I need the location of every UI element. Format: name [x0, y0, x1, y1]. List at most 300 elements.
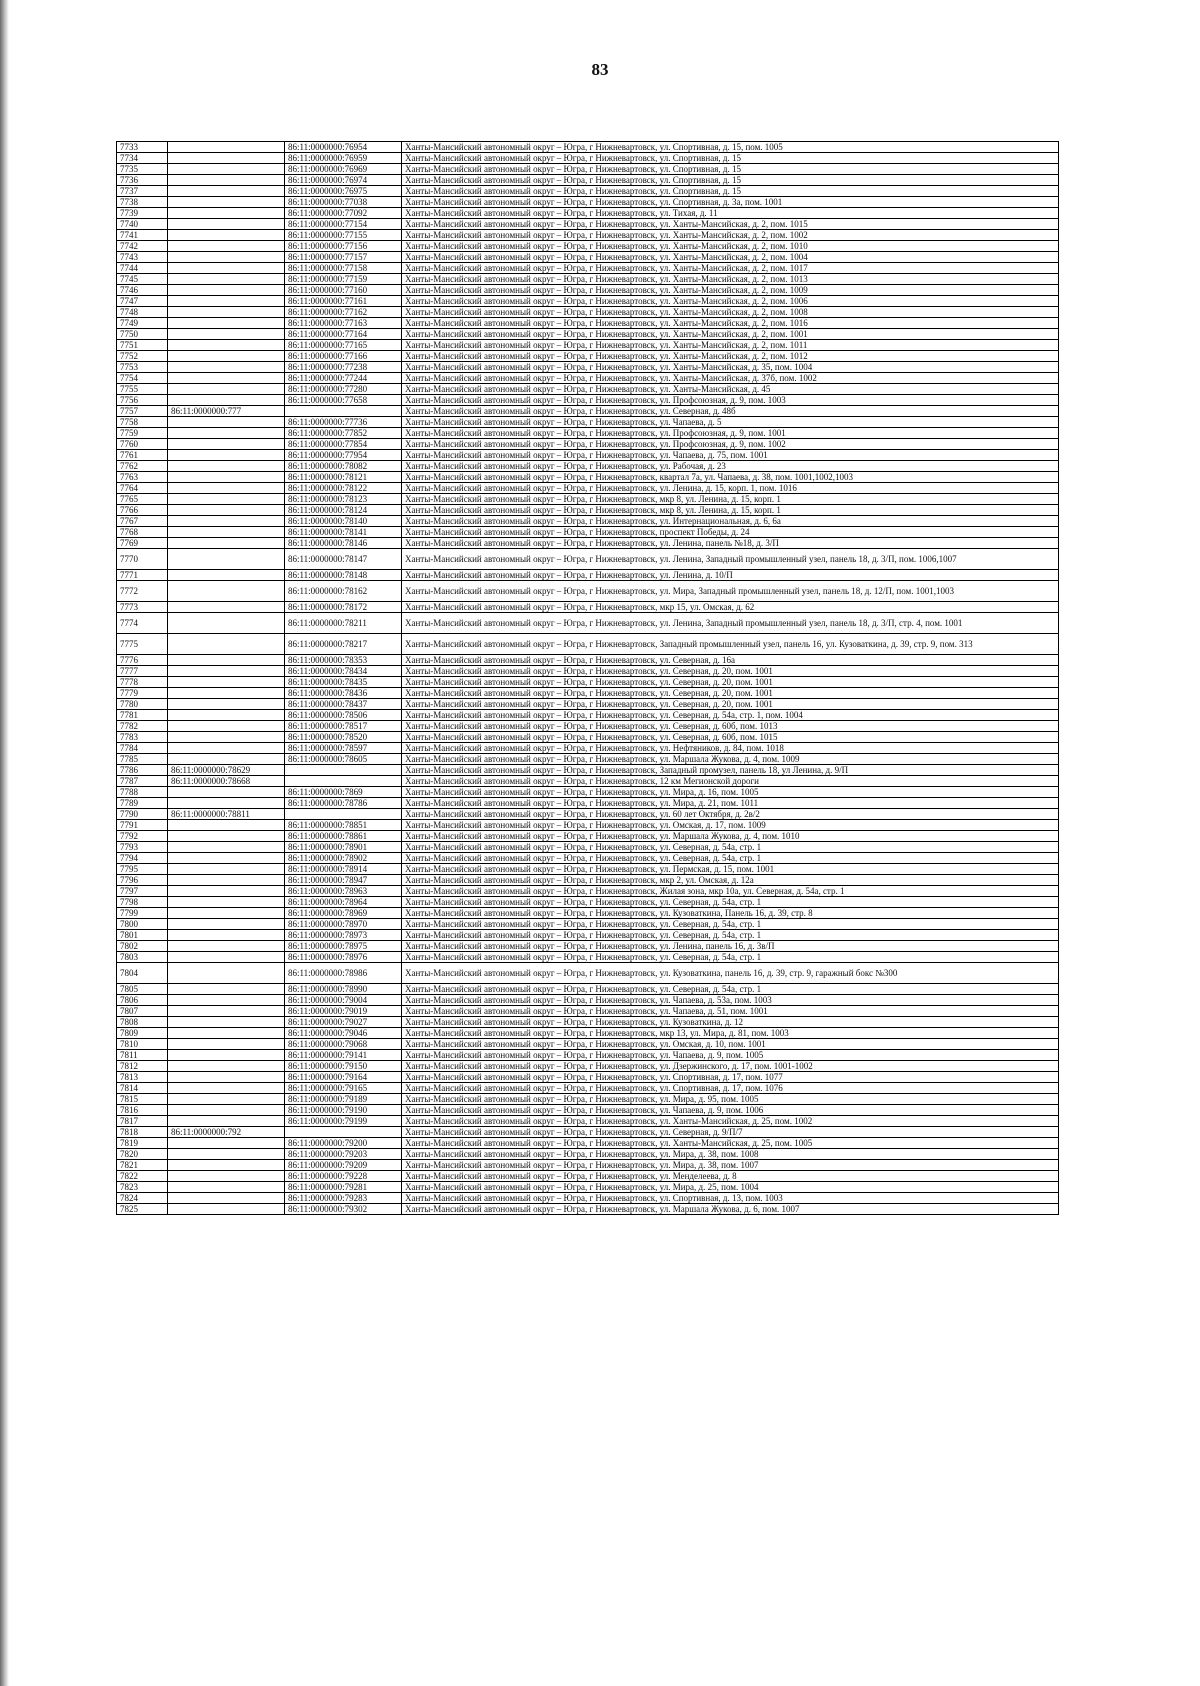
cadastral-premise-cell: 86:11:0000000:76969: [285, 164, 402, 175]
cadastral-building-cell: [168, 853, 285, 864]
table-row: [117, 1116, 1059, 1127]
table-row: [117, 186, 1059, 197]
cadastral-premise-cell: 86:11:0000000:79165: [285, 1083, 402, 1094]
cadastral-premise-cell: 86:11:0000000:78786: [285, 798, 402, 809]
row-number-cell: 7734: [117, 153, 168, 164]
cadastral-building-cell: [168, 952, 285, 963]
cadastral-premise-cell: 86:11:0000000:79027: [285, 1017, 402, 1028]
table-row: [117, 164, 1059, 175]
table-row: [117, 1039, 1059, 1050]
row-number-cell: 7816: [117, 1105, 168, 1116]
address-cell: Ханты-Мансийский автономный округ – Югра, г Нижневартовск, ул. Спортивная, д. 17, пом. 1077: [402, 1072, 1059, 1083]
address-cell: Ханты-Мансийский автономный округ – Югра, г Нижневартовск, ул. Чапаева, д. 51, пом. 1001: [402, 1006, 1059, 1017]
address-cell: Ханты-Мансийский автономный округ – Югра, г Нижневартовск, ул. Ханты-Мансийская, д. 37б, пом. 1002: [402, 373, 1059, 384]
cadastral-premise-cell: 86:11:0000000:79199: [285, 1116, 402, 1127]
table-row: [117, 219, 1059, 230]
table-row: [117, 483, 1059, 494]
table-row: [117, 984, 1059, 995]
cadastral-building-cell: [168, 373, 285, 384]
table-row: [117, 613, 1059, 634]
cadastral-building-cell: [168, 494, 285, 505]
address-cell: Ханты-Мансийский автономный округ – Югра, г Нижневартовск, ул. Ленина, панель 16, д. 3в/П: [402, 941, 1059, 952]
table-row: [117, 1127, 1059, 1138]
cadastral-building-cell: [168, 461, 285, 472]
row-number-cell: 7801: [117, 930, 168, 941]
cadastral-premise-cell: 86:11:0000000:79004: [285, 995, 402, 1006]
table-row: [117, 1050, 1059, 1061]
cadastral-premise-cell: 86:11:0000000:79164: [285, 1072, 402, 1083]
cadastral-premise-cell: 86:11:0000000:77165: [285, 340, 402, 351]
cadastral-building-cell: [168, 318, 285, 329]
table-row: [117, 930, 1059, 941]
row-number-cell: 7795: [117, 864, 168, 875]
cadastral-building-cell: [168, 549, 285, 570]
address-cell: Ханты-Мансийский автономный округ – Югра, г Нижневартовск, ул. Рабочая, д. 23: [402, 461, 1059, 472]
table-row: [117, 241, 1059, 252]
row-number-cell: 7810: [117, 1039, 168, 1050]
address-cell: Ханты-Мансийский автономный округ – Югра, г Нижневартовск, ул. Тихая, д. 11: [402, 208, 1059, 219]
address-cell: Ханты-Мансийский автономный округ – Югра, г Нижневартовск, Западный промузел, панель 18, ул Ленина, д. 9/П: [402, 765, 1059, 776]
cadastral-premise-cell: 86:11:0000000:78973: [285, 930, 402, 941]
address-cell: Ханты-Мансийский автономный округ – Югра, г Нижневартовск, мкр 8, ул. Ленина, д. 15, корп. 1: [402, 505, 1059, 516]
table-row: [117, 263, 1059, 274]
cadastral-building-cell: [168, 710, 285, 721]
table-row: [117, 886, 1059, 897]
address-cell: Ханты-Мансийский автономный округ – Югра, г Нижневартовск, ул. Мира, д. 25, пом. 1004: [402, 1182, 1059, 1193]
cadastral-premise-cell: 86:11:0000000:78434: [285, 666, 402, 677]
table-row: [117, 406, 1059, 417]
row-number-cell: 7758: [117, 417, 168, 428]
cadastral-premise-cell: 86:11:0000000:79203: [285, 1149, 402, 1160]
cadastral-building-cell: [168, 252, 285, 263]
address-cell: Ханты-Мансийский автономный округ – Югра, г Нижневартовск, квартал 7а, ул. Чапаева, д. 38, пом. 1001,1002,1003: [402, 472, 1059, 483]
row-number-cell: 7805: [117, 984, 168, 995]
table-row: [117, 1105, 1059, 1116]
cadastral-building-cell: [168, 666, 285, 677]
table-row: [117, 570, 1059, 581]
address-cell: Ханты-Мансийский автономный округ – Югра, г Нижневартовск, ул. Ханты-Мансийская, д. 2, пом. 1002: [402, 230, 1059, 241]
cadastral-premise-cell: [285, 809, 402, 820]
cadastral-premise-cell: 86:11:0000000:78902: [285, 853, 402, 864]
address-cell: Ханты-Мансийский автономный округ – Югра, г Нижневартовск, ул. Ханты-Мансийская, д. 2, пом. 1016: [402, 318, 1059, 329]
cadastral-premise-cell: 86:11:0000000:78217: [285, 634, 402, 655]
address-cell: Ханты-Мансийский автономный округ – Югра, г Нижневартовск, ул. Ханты-Мансийская, д. 2, пом. 1008: [402, 307, 1059, 318]
address-cell: Ханты-Мансийский автономный округ – Югра, г Нижневартовск, ул. Северная, д. 20, пом. 1001: [402, 699, 1059, 710]
cadastral-premise-cell: 86:11:0000000:77852: [285, 428, 402, 439]
row-number-cell: 7798: [117, 897, 168, 908]
cadastral-premise-cell: 86:11:0000000:77163: [285, 318, 402, 329]
cadastral-building-cell: [168, 1006, 285, 1017]
row-number-cell: 7791: [117, 820, 168, 831]
address-cell: Ханты-Мансийский автономный округ – Югра, г Нижневартовск, мкр 2, ул. Омская, д. 12а: [402, 875, 1059, 886]
cadastral-building-cell: [168, 1039, 285, 1050]
address-cell: Ханты-Мансийский автономный округ – Югра, г Нижневартовск, ул. Ленина, д. 15, корп. 1, пом. 1016: [402, 483, 1059, 494]
cadastral-premise-cell: 86:11:0000000:78970: [285, 919, 402, 930]
address-cell: Ханты-Мансийский автономный округ – Югра, г Нижневартовск, ул. Ханты-Мансийская, д. 2, пом. 1004: [402, 252, 1059, 263]
table-row: [117, 995, 1059, 1006]
cadastral-building-cell: [168, 688, 285, 699]
table-row: [117, 721, 1059, 732]
address-cell: Ханты-Мансийский автономный округ – Югра, г Нижневартовск, ул. Северная, д. 9/П/7: [402, 1127, 1059, 1138]
table-row: [117, 1182, 1059, 1193]
row-number-cell: 7772: [117, 581, 168, 602]
table-row: [117, 472, 1059, 483]
cadastral-building-cell: [168, 483, 285, 494]
cadastral-premise-cell: 86:11:0000000:77155: [285, 230, 402, 241]
cadastral-building-cell: [168, 581, 285, 602]
registry-body: [117, 142, 1059, 1215]
row-number-cell: 7774: [117, 613, 168, 634]
table-row: [117, 809, 1059, 820]
table-row: [117, 1061, 1059, 1072]
cadastral-premise-cell: 86:11:0000000:76954: [285, 142, 402, 153]
cadastral-premise-cell: [285, 406, 402, 417]
address-cell: Ханты-Мансийский автономный округ – Югра, г Нижневартовск, мкр 13, ул. Мира, д. 81, пом. 1003: [402, 1028, 1059, 1039]
row-number-cell: 7770: [117, 549, 168, 570]
cadastral-building-cell: [168, 613, 285, 634]
address-cell: Ханты-Мансийский автономный округ – Югра, г Нижневартовск, ул. Кузоваткина, Панель 16, д. 39, стр. 8: [402, 908, 1059, 919]
address-cell: Ханты-Мансийский автономный округ – Югра, г Нижневартовск, ул. Чапаева, д. 9, пом. 1006: [402, 1105, 1059, 1116]
cadastral-premise-cell: 86:11:0000000:77854: [285, 439, 402, 450]
table-row: [117, 602, 1059, 613]
address-cell: Ханты-Мансийский автономный округ – Югра, г Нижневартовск, ул. Ханты-Мансийская, д. 2, пом. 1015: [402, 219, 1059, 230]
cadastral-premise-cell: 86:11:0000000:77164: [285, 329, 402, 340]
cadastral-premise-cell: 86:11:0000000:78990: [285, 984, 402, 995]
cadastral-building-cell: [168, 1105, 285, 1116]
table-row: [117, 743, 1059, 754]
cadastral-premise-cell: 86:11:0000000:78969: [285, 908, 402, 919]
address-cell: Ханты-Мансийский автономный округ – Югра, г Нижневартовск, Западный промышленный узел, панель 16, ул. Кузоваткина, д. 39, стр. 9, пом. 313: [402, 634, 1059, 655]
cadastral-building-cell: [168, 798, 285, 809]
row-number-cell: 7822: [117, 1171, 168, 1182]
row-number-cell: 7787: [117, 776, 168, 787]
cadastral-premise-cell: 86:11:0000000:78146: [285, 538, 402, 549]
cadastral-building-cell: [168, 1028, 285, 1039]
table-row: [117, 439, 1059, 450]
row-number-cell: 7775: [117, 634, 168, 655]
cadastral-building-cell: [168, 930, 285, 941]
cadastral-premise-cell: 86:11:0000000:78976: [285, 952, 402, 963]
table-row: [117, 699, 1059, 710]
address-cell: Ханты-Мансийский автономный округ – Югра, г Нижневартовск, ул. Ханты-Мансийская, д. 35, пом. 1004: [402, 362, 1059, 373]
cadastral-premise-cell: 86:11:0000000:78172: [285, 602, 402, 613]
row-number-cell: 7821: [117, 1160, 168, 1171]
address-cell: Ханты-Мансийский автономный округ – Югра, г Нижневартовск, мкр 8, ул. Ленина, д. 15, корп. 1: [402, 494, 1059, 505]
cadastral-premise-cell: 86:11:0000000:78436: [285, 688, 402, 699]
cadastral-premise-cell: 86:11:0000000:79302: [285, 1204, 402, 1215]
address-cell: Ханты-Мансийский автономный округ – Югра, г Нижневартовск, ул. Ленина, панель №18, д. 3/П: [402, 538, 1059, 549]
address-cell: Ханты-Мансийский автономный округ – Югра, г Нижневартовск, ул. Профсоюзная, д. 9, пом. 1001: [402, 428, 1059, 439]
cadastral-building-cell: [168, 655, 285, 666]
address-cell: Ханты-Мансийский автономный округ – Югра, г Нижневартовск, ул. Северная, д. 54а, стр. 1: [402, 952, 1059, 963]
table-row: [117, 908, 1059, 919]
cadastral-premise-cell: 86:11:0000000:77160: [285, 285, 402, 296]
address-cell: Ханты-Мансийский автономный округ – Югра, г Нижневартовск, ул. Пермская, д. 15, пом. 1001: [402, 864, 1059, 875]
row-number-cell: 7789: [117, 798, 168, 809]
row-number-cell: 7748: [117, 307, 168, 318]
cadastral-building-cell: [168, 875, 285, 886]
table-row: [117, 417, 1059, 428]
cadastral-premise-cell: [285, 776, 402, 787]
cadastral-premise-cell: 86:11:0000000:78141: [285, 527, 402, 538]
cadastral-building-cell: [168, 1061, 285, 1072]
row-number-cell: 7793: [117, 842, 168, 853]
table-row: [117, 666, 1059, 677]
cadastral-premise-cell: 86:11:0000000:76974: [285, 175, 402, 186]
cadastral-building-cell: [168, 538, 285, 549]
cadastral-building-cell: [168, 864, 285, 875]
cadastral-building-cell: [168, 721, 285, 732]
table-row: [117, 1193, 1059, 1204]
address-cell: Ханты-Мансийский автономный округ – Югра, г Нижневартовск, ул. Чапаева, д. 53а, пом. 1003: [402, 995, 1059, 1006]
table-row: [117, 765, 1059, 776]
row-number-cell: 7783: [117, 732, 168, 743]
address-cell: Ханты-Мансийский автономный округ – Югра, г Нижневартовск, ул. Омская, д. 10, пом. 1001: [402, 1039, 1059, 1050]
address-cell: Ханты-Мансийский автономный округ – Югра, г Нижневартовск, ул. Ханты-Мансийская, д. 25, пом. 1005: [402, 1138, 1059, 1149]
address-cell: Ханты-Мансийский автономный округ – Югра, г Нижневартовск, ул. Ханты-Мансийская, д. 2, пом. 1001: [402, 329, 1059, 340]
table-row: [117, 351, 1059, 362]
row-number-cell: 7761: [117, 450, 168, 461]
cadastral-building-cell: [168, 1160, 285, 1171]
cadastral-premise-cell: 86:11:0000000:78148: [285, 570, 402, 581]
address-cell: Ханты-Мансийский автономный округ – Югра, г Нижневартовск, ул. Северная, д. 54а, стр. 1: [402, 897, 1059, 908]
cadastral-building-cell: [168, 230, 285, 241]
row-number-cell: 7773: [117, 602, 168, 613]
row-number-cell: 7739: [117, 208, 168, 219]
address-cell: Ханты-Мансийский автономный округ – Югра, г Нижневартовск, ул. Северная, д. 20, пом. 1001: [402, 677, 1059, 688]
row-number-cell: 7786: [117, 765, 168, 776]
cadastral-premise-cell: 86:11:0000000:79141: [285, 1050, 402, 1061]
cadastral-premise-cell: 86:11:0000000:79046: [285, 1028, 402, 1039]
cadastral-premise-cell: 86:11:0000000:77658: [285, 395, 402, 406]
table-row: [117, 831, 1059, 842]
cadastral-premise-cell: 86:11:0000000:78605: [285, 754, 402, 765]
cadastral-building-cell: [168, 699, 285, 710]
address-cell: Ханты-Мансийский автономный округ – Югра, г Нижневартовск, ул. Ханты-Мансийская, д. 2, пом. 1009: [402, 285, 1059, 296]
table-row: [117, 655, 1059, 666]
cadastral-premise-cell: 86:11:0000000:79281: [285, 1182, 402, 1193]
address-cell: Ханты-Мансийский автономный округ – Югра, г Нижневартовск, ул. Мира, д. 95, пом. 1005: [402, 1094, 1059, 1105]
table-row: [117, 688, 1059, 699]
table-row: [117, 230, 1059, 241]
cadastral-premise-cell: 86:11:0000000:78211: [285, 613, 402, 634]
table-row: [117, 776, 1059, 787]
cadastral-building-cell: [168, 340, 285, 351]
table-row: [117, 798, 1059, 809]
table-row: [117, 373, 1059, 384]
table-row: [117, 285, 1059, 296]
cadastral-building-cell: [168, 208, 285, 219]
cadastral-premise-cell: 86:11:0000000:76975: [285, 186, 402, 197]
address-cell: Ханты-Мансийский автономный округ – Югра, г Нижневартовск, ул. 60 лет Октября, д. 2в/2: [402, 809, 1059, 820]
address-cell: Ханты-Мансийский автономный округ – Югра, г Нижневартовск, ул. Интернациональная, д. 6, 6а: [402, 516, 1059, 527]
table-row: [117, 1083, 1059, 1094]
table-row: [117, 787, 1059, 798]
row-number-cell: 7747: [117, 296, 168, 307]
row-number-cell: 7823: [117, 1182, 168, 1193]
row-number-cell: 7745: [117, 274, 168, 285]
address-cell: Ханты-Мансийский автономный округ – Югра, г Нижневартовск, ул. Ханты-Мансийская, д. 2, пом. 1013: [402, 274, 1059, 285]
address-cell: Ханты-Мансийский автономный округ – Югра, г Нижневартовск, ул. Нефтяников, д. 84, пом. 1018: [402, 743, 1059, 754]
table-row: [117, 307, 1059, 318]
table-row: [117, 197, 1059, 208]
cadastral-building-cell: [168, 505, 285, 516]
row-number-cell: 7750: [117, 329, 168, 340]
cadastral-building-cell: [168, 743, 285, 754]
row-number-cell: 7751: [117, 340, 168, 351]
cadastral-premise-cell: 86:11:0000000:78121: [285, 472, 402, 483]
table-row: [117, 494, 1059, 505]
address-cell: Ханты-Мансийский автономный округ – Югра, г Нижневартовск, ул. Спортивная, д. 15, пом. 1005: [402, 142, 1059, 153]
row-number-cell: 7811: [117, 1050, 168, 1061]
cadastral-premise-cell: 86:11:0000000:78986: [285, 963, 402, 984]
row-number-cell: 7804: [117, 963, 168, 984]
cadastral-premise-cell: 86:11:0000000:79068: [285, 1039, 402, 1050]
row-number-cell: 7742: [117, 241, 168, 252]
cadastral-premise-cell: 86:11:0000000:78437: [285, 699, 402, 710]
row-number-cell: 7792: [117, 831, 168, 842]
cadastral-building-cell: [168, 908, 285, 919]
cadastral-building-cell: [168, 527, 285, 538]
address-cell: Ханты-Мансийский автономный округ – Югра, г Нижневартовск, ул. Маршала Жукова, д. 4, пом. 1009: [402, 754, 1059, 765]
cadastral-premise-cell: 86:11:0000000:79189: [285, 1094, 402, 1105]
row-number-cell: 7820: [117, 1149, 168, 1160]
address-cell: Ханты-Мансийский автономный округ – Югра, г Нижневартовск, ул. Мира, д. 21, пом. 1011: [402, 798, 1059, 809]
cadastral-building-cell: [168, 219, 285, 230]
cadastral-premise-cell: 86:11:0000000:78506: [285, 710, 402, 721]
table-row: [117, 634, 1059, 655]
address-cell: Ханты-Мансийский автономный округ – Югра, г Нижневартовск, ул. Северная, д. 20, пом. 1001: [402, 688, 1059, 699]
cadastral-building-cell: [168, 1094, 285, 1105]
row-number-cell: 7782: [117, 721, 168, 732]
cadastral-premise-cell: 86:11:0000000:76959: [285, 153, 402, 164]
cadastral-building-cell: [168, 1204, 285, 1215]
cadastral-premise-cell: 86:11:0000000:78975: [285, 941, 402, 952]
address-cell: Ханты-Мансийский автономный округ – Югра, г Нижневартовск, ул. Ленина, Западный промышленный узел, панель 18, д. 3/П, пом. 1006,1007: [402, 549, 1059, 570]
row-number-cell: 7744: [117, 263, 168, 274]
table-row: [117, 677, 1059, 688]
row-number-cell: 7771: [117, 570, 168, 581]
address-cell: Ханты-Мансийский автономный округ – Югра, г Нижневартовск, ул. Северная, д. 60б, пом. 1015: [402, 732, 1059, 743]
cadastral-premise-cell: 86:11:0000000:78124: [285, 505, 402, 516]
cadastral-premise-cell: 86:11:0000000:77954: [285, 450, 402, 461]
row-number-cell: 7799: [117, 908, 168, 919]
cadastral-premise-cell: 86:11:0000000:77244: [285, 373, 402, 384]
cadastral-building-cell: [168, 164, 285, 175]
cadastral-premise-cell: 86:11:0000000:79190: [285, 1105, 402, 1116]
cadastral-premise-cell: [285, 765, 402, 776]
cadastral-premise-cell: 86:11:0000000:77159: [285, 274, 402, 285]
address-cell: Ханты-Мансийский автономный округ – Югра, г Нижневартовск, ул. Ханты-Мансийская, д. 2, пом. 1006: [402, 296, 1059, 307]
cadastral-building-cell: [168, 1017, 285, 1028]
cadastral-premise-cell: 86:11:0000000:77280: [285, 384, 402, 395]
table-row: [117, 941, 1059, 952]
cadastral-building-cell: [168, 472, 285, 483]
cadastral-building-cell: [168, 602, 285, 613]
table-row: [117, 1171, 1059, 1182]
cadastral-building-cell: [168, 897, 285, 908]
table-row: [117, 142, 1059, 153]
cadastral-premise-cell: 86:11:0000000:7869: [285, 787, 402, 798]
cadastral-building-cell: [168, 831, 285, 842]
cadastral-premise-cell: 86:11:0000000:79019: [285, 1006, 402, 1017]
cadastral-building-cell: [168, 439, 285, 450]
table-row: [117, 340, 1059, 351]
cadastral-premise-cell: 86:11:0000000:77166: [285, 351, 402, 362]
address-cell: Ханты-Мансийский автономный округ – Югра, г Нижневартовск, ул. Ханты-Мансийская, д. 2, пом. 1010: [402, 241, 1059, 252]
row-number-cell: 7817: [117, 1116, 168, 1127]
cadastral-premise-cell: 86:11:0000000:77158: [285, 263, 402, 274]
cadastral-building-cell: [168, 384, 285, 395]
row-number-cell: 7802: [117, 941, 168, 952]
table-row: [117, 538, 1059, 549]
cadastral-premise-cell: 86:11:0000000:78082: [285, 461, 402, 472]
cadastral-premise-cell: 86:11:0000000:78162: [285, 581, 402, 602]
cadastral-building-cell: [168, 285, 285, 296]
row-number-cell: 7790: [117, 809, 168, 820]
cadastral-building-cell: [168, 307, 285, 318]
address-cell: Ханты-Мансийский автономный округ – Югра, г Нижневартовск, ул. Спортивная, д. 15: [402, 153, 1059, 164]
cadastral-building-cell: [168, 263, 285, 274]
cadastral-building-cell: [168, 984, 285, 995]
cadastral-premise-cell: 86:11:0000000:77162: [285, 307, 402, 318]
address-cell: Ханты-Мансийский автономный округ – Югра, г Нижневартовск, ул. Ханты-Мансийская, д. 25, пом. 1002: [402, 1116, 1059, 1127]
address-cell: Ханты-Мансийский автономный округ – Югра, г Нижневартовск, ул. Северная, д. 48б: [402, 406, 1059, 417]
cadastral-building-cell: [168, 570, 285, 581]
table-row: [117, 875, 1059, 886]
address-cell: Ханты-Мансийский автономный округ – Югра, г Нижневартовск, ул. Спортивная, д. 3а, пом. 1001: [402, 197, 1059, 208]
page-number: 83: [591, 60, 609, 79]
address-cell: Ханты-Мансийский автономный округ – Югра, г Нижневартовск, ул. Северная, д. 54а, стр. 1: [402, 853, 1059, 864]
table-row: [117, 853, 1059, 864]
address-cell: Ханты-Мансийский автономный округ – Югра, г Нижневартовск, мкр 15, ул. Омская, д. 62: [402, 602, 1059, 613]
row-number-cell: 7766: [117, 505, 168, 516]
address-cell: Ханты-Мансийский автономный округ – Югра, г Нижневартовск, ул. Чапаева, д. 5: [402, 417, 1059, 428]
address-cell: Ханты-Мансийский автономный округ – Югра, г Нижневартовск, ул. Ханты-Мансийская, д. 2, пом. 1012: [402, 351, 1059, 362]
cadastral-premise-cell: 86:11:0000000:78435: [285, 677, 402, 688]
table-row: [117, 864, 1059, 875]
table-row: [117, 296, 1059, 307]
address-cell: Ханты-Мансийский автономный округ – Югра, г Нижневартовск, ул. Чапаева, д. 9, пом. 1005: [402, 1050, 1059, 1061]
table-row: [117, 527, 1059, 538]
cadastral-building-cell: [168, 1171, 285, 1182]
cadastral-building-cell: [168, 941, 285, 952]
cadastral-building-cell: [168, 274, 285, 285]
cadastral-premise-cell: 86:11:0000000:78851: [285, 820, 402, 831]
cadastral-building-cell: [168, 732, 285, 743]
address-cell: Ханты-Мансийский автономный округ – Югра, г Нижневартовск, Жилая зона, мкр 10а, ул. Северная, д. 54а, стр. 1: [402, 886, 1059, 897]
address-cell: Ханты-Мансийский автономный округ – Югра, г Нижневартовск, ул. Северная, д. 54а, стр. 1: [402, 919, 1059, 930]
row-number-cell: 7825: [117, 1204, 168, 1215]
cadastral-premise-cell: 86:11:0000000:78123: [285, 494, 402, 505]
row-number-cell: 7781: [117, 710, 168, 721]
row-number-cell: 7741: [117, 230, 168, 241]
cadastral-premise-cell: 86:11:0000000:79150: [285, 1061, 402, 1072]
cadastral-building-cell: [168, 241, 285, 252]
address-cell: Ханты-Мансийский автономный округ – Югра, г Нижневартовск, ул. Маршала Жукова, д. 4, пом. 1010: [402, 831, 1059, 842]
row-number-cell: 7740: [117, 219, 168, 230]
table-row: [117, 842, 1059, 853]
address-cell: Ханты-Мансийский автономный округ – Югра, г Нижневартовск, ул. Омская, д. 17, пом. 1009: [402, 820, 1059, 831]
table-row: [117, 1028, 1059, 1039]
row-number-cell: 7808: [117, 1017, 168, 1028]
cadastral-building-cell: [168, 842, 285, 853]
address-cell: Ханты-Мансийский автономный округ – Югра, г Нижневартовск, ул. Северная, д. 54а, стр. 1: [402, 842, 1059, 853]
row-number-cell: 7769: [117, 538, 168, 549]
row-number-cell: 7736: [117, 175, 168, 186]
row-number-cell: 7778: [117, 677, 168, 688]
table-row: [117, 428, 1059, 439]
